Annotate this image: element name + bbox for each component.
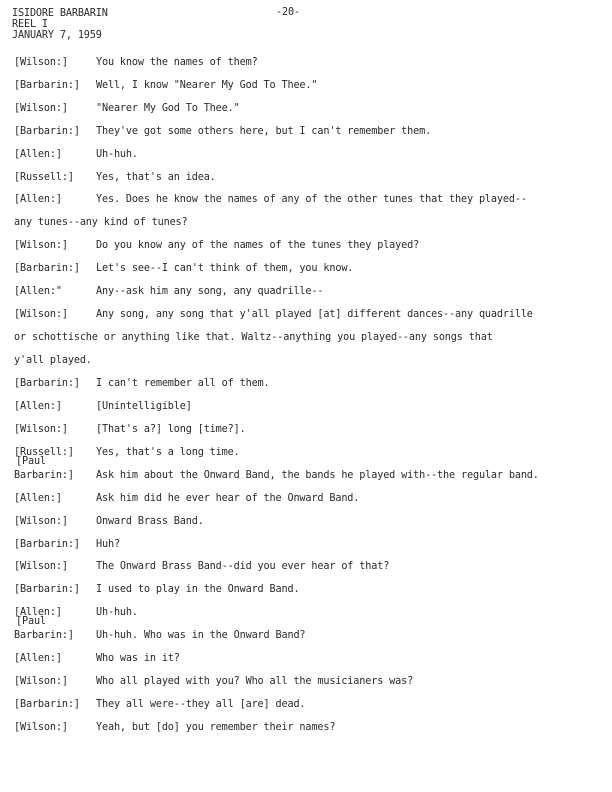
utterance-text: Uh-huh. Who was in the Onward Band? xyxy=(96,630,306,641)
utterance-text: Uh-huh. xyxy=(96,607,138,618)
utterance-text: Well, I know "Nearer My God To Thee." xyxy=(96,80,318,91)
speaker-label: [Wilson:] xyxy=(14,309,68,320)
speaker-label: [Allen:] xyxy=(14,493,62,504)
utterance-text: Ask him about the Onward Band, the bands he played with--the regular band. xyxy=(96,470,539,481)
utterance-text: They've got some others here, but I can't remember them. xyxy=(96,126,432,137)
continuation-text: any tunes--any kind of tunes? xyxy=(14,217,188,228)
speaker-label: [Paul xyxy=(16,616,46,627)
utterance-text: Ask him did he ever hear of the Onward Band. xyxy=(96,493,360,504)
utterance-text: You know the names of them? xyxy=(96,57,258,68)
speaker-label: Barbarin:] xyxy=(14,630,74,641)
utterance-text: Any--ask him any song, any quadrille-- xyxy=(96,286,324,297)
speaker-label: [Barbarin:] xyxy=(14,699,80,710)
utterance-text: Yes, that's an idea. xyxy=(96,172,216,183)
speaker-label: [Wilson:] xyxy=(14,103,68,114)
utterance-text: [That's a?] long [time?]. xyxy=(96,424,246,435)
utterance-text: I can't remember all of them. xyxy=(96,378,270,389)
speaker-label: [Allen:] xyxy=(14,401,62,412)
continuation-text: or schottische or anything like that. Waltz--anything you played--any songs that xyxy=(14,332,493,343)
interview-date: JANUARY 7, 1959 xyxy=(12,30,102,41)
speaker-label: Barbarin:] xyxy=(14,470,74,481)
utterance-text: Onward Brass Band. xyxy=(96,516,204,527)
speaker-label: [Paul xyxy=(16,456,46,467)
utterance-text: Yes. Does he know the names of any of the other tunes that they played-- xyxy=(96,194,527,205)
speaker-label: [Barbarin:] xyxy=(14,80,80,91)
speaker-label: [Barbarin:] xyxy=(14,584,80,595)
continuation-text: y'all played. xyxy=(14,355,92,366)
utterance-text: Uh-huh. xyxy=(96,149,138,160)
utterance-text: Who was in it? xyxy=(96,653,180,664)
speaker-label: [Barbarin:] xyxy=(14,263,80,274)
interviewee-name: ISIDORE BARBARIN xyxy=(12,8,108,19)
speaker-label: [Barbarin:] xyxy=(14,126,80,137)
utterance-text: I used to play in the Onward Band. xyxy=(96,584,300,595)
speaker-label: [Wilson:] xyxy=(14,722,68,733)
speaker-label: [Wilson:] xyxy=(14,240,68,251)
speaker-label: [Allen:] xyxy=(14,653,62,664)
page-number: -20- xyxy=(276,7,300,18)
utterance-text: Let's see--I can't think of them, you know. xyxy=(96,263,354,274)
speaker-label: [Allen:" xyxy=(14,286,62,297)
utterance-text: They all were--they all [are] dead. xyxy=(96,699,306,710)
utterance-text: Yeah, but [do] you remember their names? xyxy=(96,722,336,733)
utterance-text: Huh? xyxy=(96,539,120,550)
utterance-text: Who all played with you? Who all the musicianers was? xyxy=(96,676,414,687)
utterance-text: [Unintelligible] xyxy=(96,401,192,412)
speaker-label: [Wilson:] xyxy=(14,424,68,435)
speaker-label: [Russell:] xyxy=(14,172,74,183)
speaker-label: [Barbarin:] xyxy=(14,539,80,550)
speaker-label: [Wilson:] xyxy=(14,676,68,687)
utterance-text: Any song, any song that y'all played [at] different dances--any quadrille xyxy=(96,309,533,320)
reel-label: REEL I xyxy=(12,19,48,30)
speaker-label: [Allen:] xyxy=(14,607,62,618)
speaker-label: [Allen:] xyxy=(14,194,62,205)
utterance-text: Do you know any of the names of the tunes they played? xyxy=(96,240,420,251)
utterance-text: Yes, that's a long time. xyxy=(96,447,240,458)
speaker-label: [Wilson:] xyxy=(14,57,68,68)
speaker-label: [Wilson:] xyxy=(14,561,68,572)
speaker-label: [Allen:] xyxy=(14,149,62,160)
utterance-text: The Onward Brass Band--did you ever hear of that? xyxy=(96,561,390,572)
speaker-label: [Barbarin:] xyxy=(14,378,80,389)
speaker-label: [Russell:] xyxy=(14,447,74,458)
speaker-label: [Wilson:] xyxy=(14,516,68,527)
utterance-text: "Nearer My God To Thee." xyxy=(96,103,240,114)
